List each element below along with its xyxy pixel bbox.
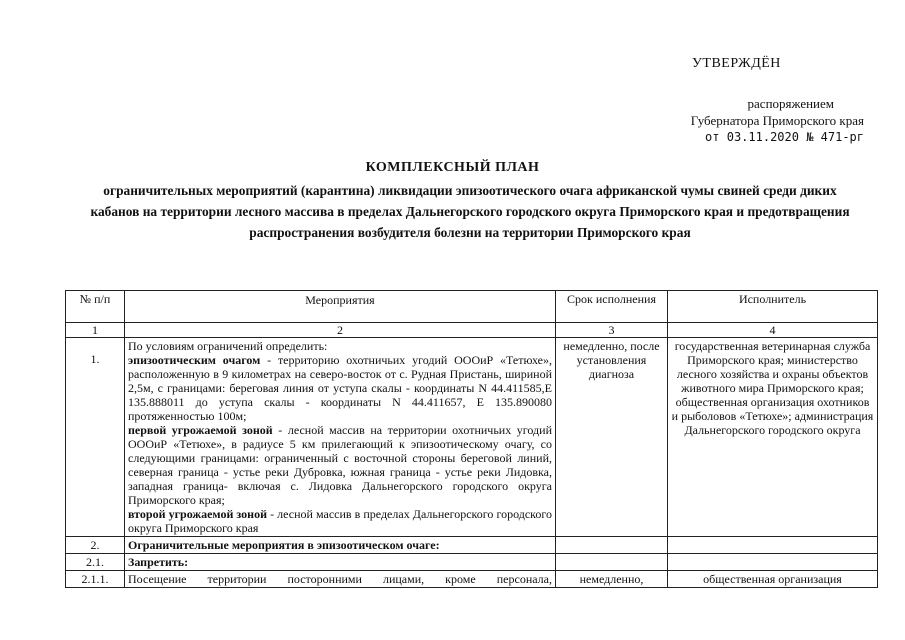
table-row [66, 338, 878, 537]
table-header-row [66, 291, 878, 323]
zone1-paragraph [128, 423, 552, 507]
approved-stamp: УТВЕРЖДЁН [692, 56, 781, 71]
document-title: КОМПЛЕКСНЫЙ ПЛАН [365, 160, 540, 175]
empty-cell [556, 537, 668, 554]
row-number: 1. [66, 338, 125, 537]
row-deadline: немедленно, [556, 571, 668, 588]
column-number: 4 [668, 323, 878, 338]
table-row [66, 554, 878, 571]
row-number: 2.1.1. [66, 571, 125, 588]
row-deadline: немедленно, после установления диагноза [556, 338, 668, 537]
row-measures [125, 338, 556, 537]
subsection-heading: Запретить: [125, 554, 556, 571]
empty-cell [668, 554, 878, 571]
document-subtitle: ограничительных мероприятий (карантина) ликвидации эпизоотического очага африканской чумы свиней среди диких кабанов на территории лесного массива в пределах Дальнегорского городского округа Приморского края и предотвращения распространения возбудителя болезни на территории Приморского края [90, 183, 850, 240]
empty-cell [668, 537, 878, 554]
zone2-text: - лесной массив в пределах Дальнегорского городского округа Приморского края [128, 507, 552, 535]
row-executor: общественная организация [668, 571, 878, 588]
table-row [66, 571, 878, 588]
order-line-1: распоряжением [747, 96, 834, 111]
plan-table [65, 290, 878, 588]
column-number: 3 [556, 323, 668, 338]
order-line-2: Губернатора Приморского края [690, 113, 864, 128]
zone2-term: второй угрожаемой зоной [128, 507, 267, 521]
column-number: 1 [66, 323, 125, 338]
order-line-3: от 03.11.2020 № 471-рг [705, 130, 864, 144]
table-row [66, 537, 878, 554]
row-number: 2.1. [66, 554, 125, 571]
section-heading: Ограничительные мероприятия в эпизоотическом очаге: [125, 537, 556, 554]
header-executor: Исполнитель [668, 291, 878, 323]
zone2-paragraph [128, 507, 552, 535]
zone1-term: первой угрожаемой зоной [128, 423, 273, 437]
column-number-row [66, 323, 878, 338]
zone1-text: - лесной массив на территории охотничьих угодий ОООиР «Тетюхе», в радиусе 5 км прилегающий к эпизоотическому очагу, со следующими границами: ограниченный с восточной стороны береговой линий, северная граница - устье реки Дубровка, южная граница - устье реки Лидовка, западная граница- включая с. Лидовка Дальнегорского городского округа Приморского края; [128, 423, 553, 507]
row-measures: Посещение территории посторонними лицами, кроме персонала, [125, 571, 556, 588]
focus-text: - территорию охотничьих угодий ОООиР «Тетюхе», расположенную в 9 километрах на северо-восток от с. Рудная Пристань, шириной 2,5м, с границами: береговая линия от уступа скалы - координаты N 44.411585,E 135.888011 до уступа скалы - координаты N 44.411657, E 135.890080 протяженностью 100м; [128, 353, 552, 423]
column-number: 2 [125, 323, 556, 338]
focus-paragraph [128, 353, 552, 423]
empty-cell [556, 554, 668, 571]
header-deadline: Срок исполнения [556, 291, 668, 323]
header-number: № п/п [66, 291, 125, 323]
header-measures: Мероприятия [125, 291, 556, 323]
focus-term: эпизоотическим очагом [128, 353, 261, 367]
order-reference [604, 95, 864, 146]
intro-text: По условиям ограничений определить: [128, 339, 328, 353]
row-executor: государственная ветеринарная служба Приморского края; министерство лесного хозяйства и охраны объектов животного мира Приморского края; общественная организация охотников и рыболовов «Тетюхе»; администрация Дальнегорского городского округа [668, 338, 878, 537]
row-number: 2. [66, 537, 125, 554]
